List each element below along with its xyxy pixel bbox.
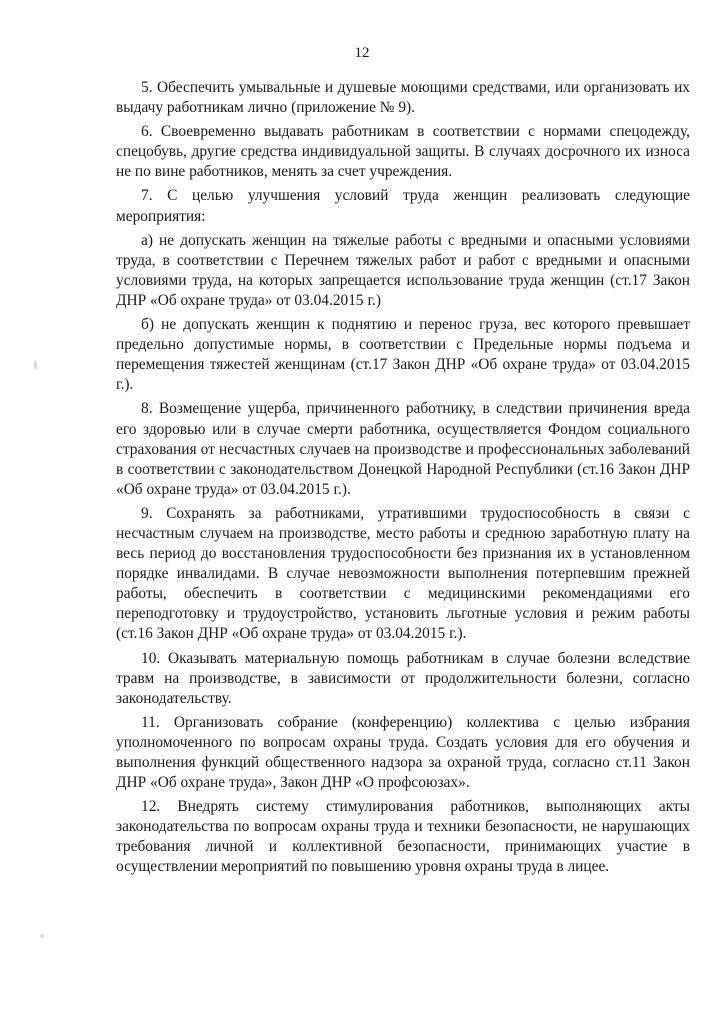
- paragraph-item-7b: б) не допускать женщин к поднятию и перенос груза, вес которого превышает предельно допустимые нормы, в соответствии с Предельные нормы подъема и перемещения тяжестей женщинам (ст.17 Закон ДНР «Об охране труда» от 03.04.2015 г.).: [116, 316, 690, 394]
- paragraph-item-7a: а) не допускать женщин на тяжелые работы с вредными и опасными условиями труда, в соответствии с Перечнем тяжелых работ и работ с вредными и опасными условиями труда, на которых запрещается использование труда женщин (ст.17 Закон ДНР «Об охране труда» от 03.04.2015 г.): [116, 231, 690, 309]
- paragraph-item-8: 8. Возмещение ущерба, причиненного работнику, в следствии причинения вреда его здоровью или в случае смерти работника, осуществляется Фондом социального страхования от несчастных случаев на производстве и профессиональных заболеваний в соответствии с законодательством Донецкой Народной Республики (ст.16 Закон ДНР «Об охране труда» от 03.04.2015 г.).: [116, 400, 690, 498]
- paragraph-item-10: 10. Оказывать материальную помощь работникам в случае болезни вследствие травм на производстве, в зависимости от продолжительности болезни, согласно законодательству.: [116, 649, 690, 707]
- paragraph-item-9: 9. Сохранять за работниками, утратившими трудоспособность в связи с несчастным случаем на производстве, место работы и среднюю заработную плату на весь период до восстановления трудоспособности без признания их в установленном порядке инвалидами. В случае невозможности выполнения потерпевшим прежней работы, обеспечить в соответствии с медицинскими рекомендациями его переподготовку и трудоустройство, установить льготные условия и режим работы (ст.16 Закон ДНР «Об охране труда» от 03.04.2015 г.).: [116, 504, 690, 643]
- paragraph-item-12: 12. Внедрять систему стимулирования работников, выполняющих акты законодательства по вопросам охраны труда и техники безопасности, не нарушающих требования личной и коллективной безопасности, принимающих участие в осуществлении мероприятий по повышению уровня охраны труда в лицее.: [116, 798, 690, 876]
- scan-artifact: [34, 360, 37, 370]
- page-number: 12: [354, 45, 370, 61]
- scan-artifact: [40, 934, 44, 938]
- document-body: [116, 78, 690, 878]
- paragraph-item-11: 11. Организовать собрание (конференцию) коллектива с целью избрания уполномоченного по вопросам охраны труда. Создать условия для его обучения и выполнения функций общественного надзора за охраной труда, согласно ст.11 Закон ДНР «Об охране труда», Закон ДНР «О профсоюзах».: [116, 713, 690, 792]
- paragraph-item-5: 5. Обеспечить умывальные и душевые моющими средствами, или организовать их выдачу работникам лично (приложение № 9).: [116, 79, 690, 117]
- paragraph-item-6: 6. Своевременно выдавать работникам в соответствии с нормами спецодежду, спецобувь, другие средства индивидуальной защиты. В случаях досрочного их износа не по вине работников, менять за счет учреждения.: [116, 123, 690, 181]
- paragraph-item-7: 7. С целью улучшения условий труда женщин реализовать следующие мероприятия:: [116, 187, 690, 225]
